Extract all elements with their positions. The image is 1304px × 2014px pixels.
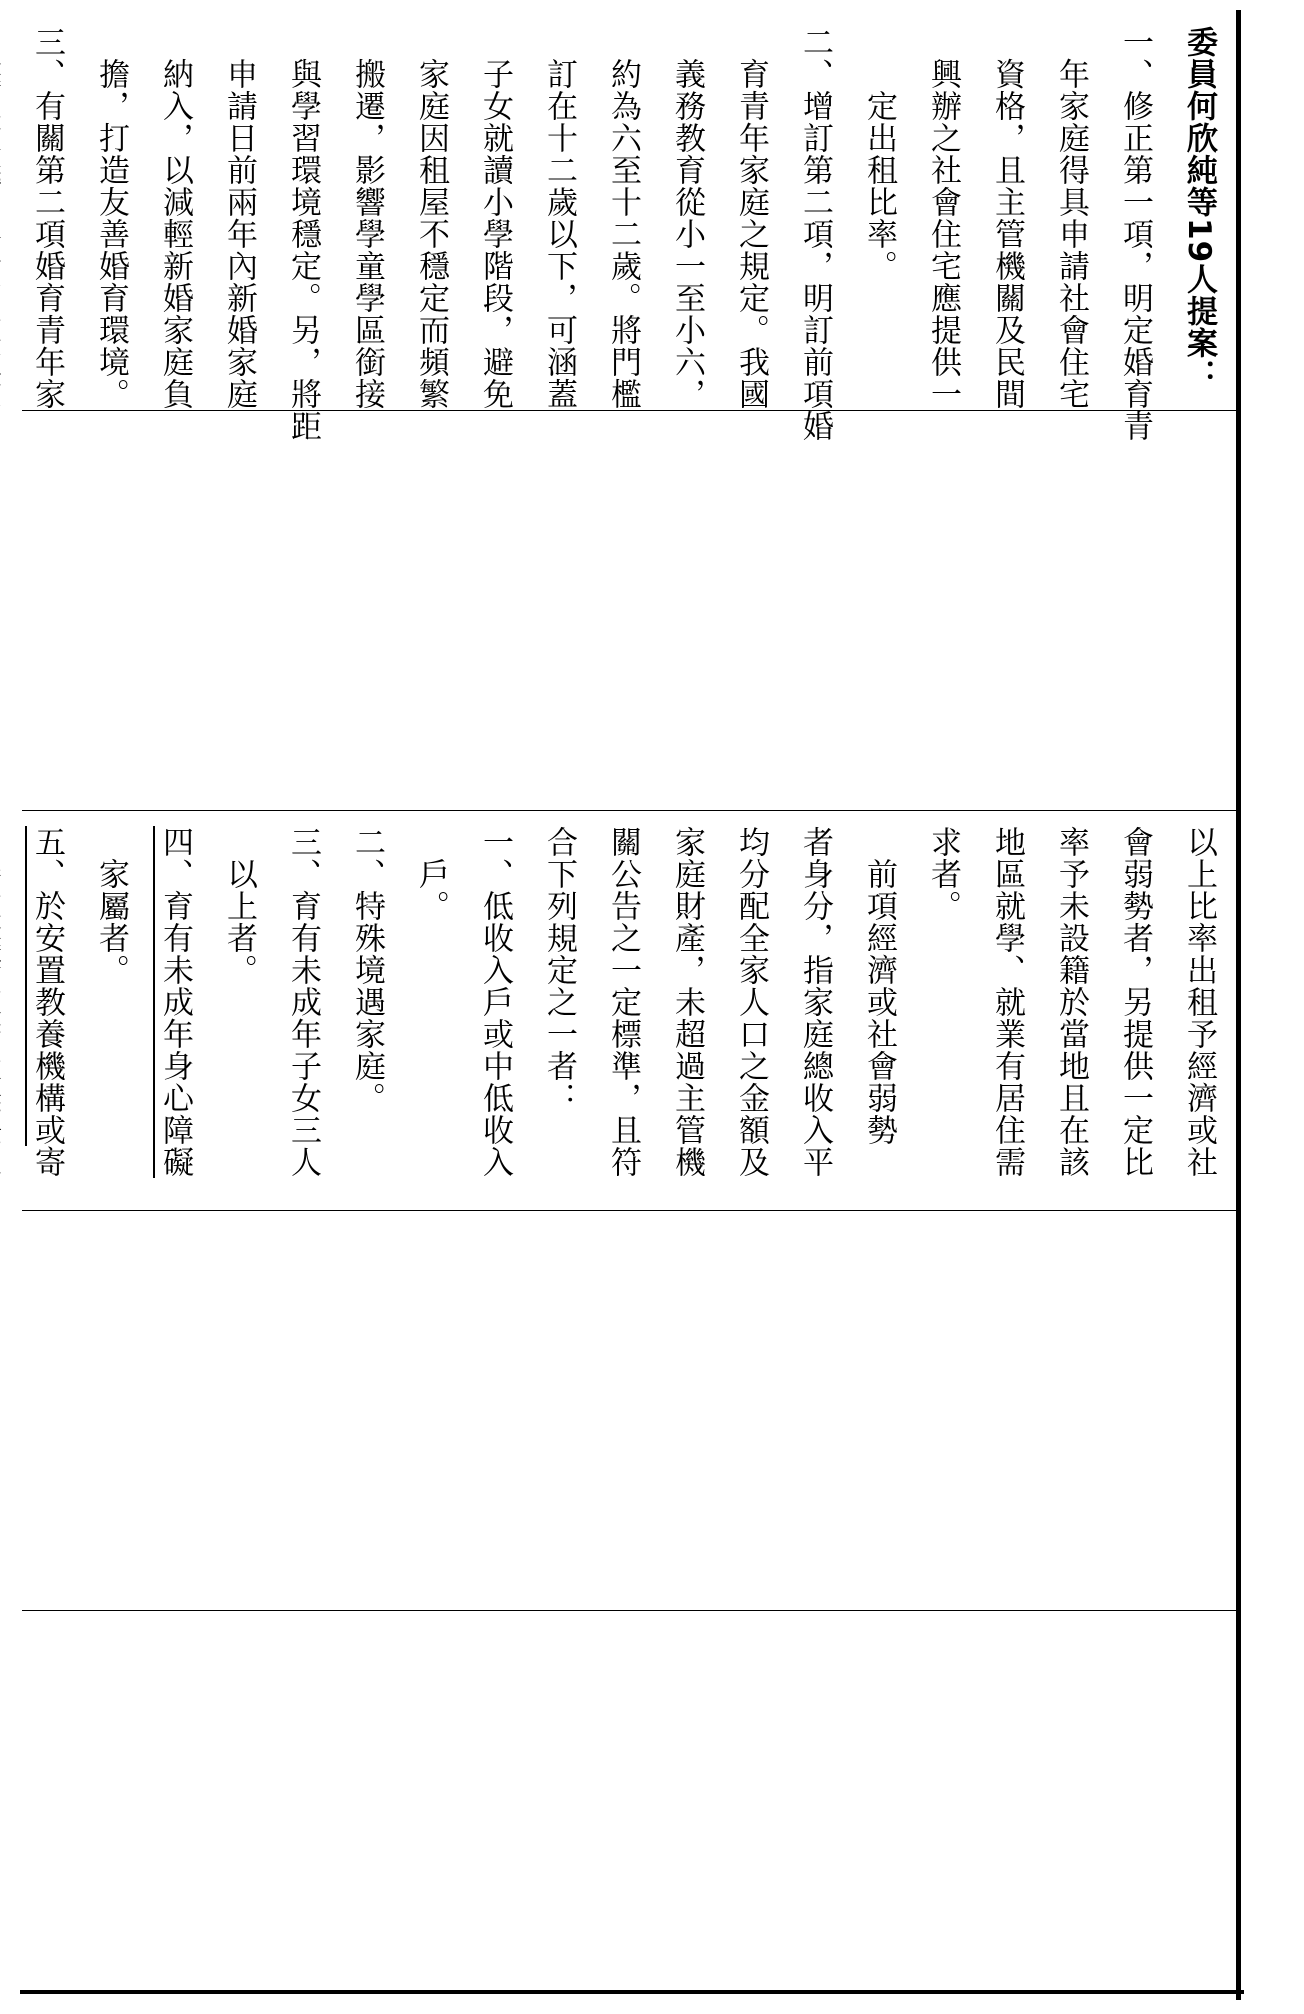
text-column: 家屬者。 xyxy=(93,858,129,986)
text-column: 會弱勢者，另提供一定比 xyxy=(1117,826,1153,1178)
text-column: 興辦之社會住宅應提供一 xyxy=(925,58,961,410)
proposal-title: 委員何欣純等19人提案： xyxy=(1181,26,1217,392)
article-columns xyxy=(0,826,1222,1218)
explanation-block xyxy=(24,10,1232,442)
text-column: 三、育有未成年子女三人 xyxy=(285,826,321,1178)
text-column: 家庭財產，未超過主管機 xyxy=(669,826,705,1178)
text-column: 一、低收入戶或中低收入 xyxy=(477,826,513,1178)
text-column xyxy=(0,26,6,418)
text-column: 地區就學、就業有居住需 xyxy=(989,826,1025,1178)
text-column: 求者。 xyxy=(925,826,961,922)
text-column: 二、特殊境遇家庭。 xyxy=(349,826,385,1114)
divider-line xyxy=(22,1610,1236,1611)
text-column: 前項經濟或社會弱勢 xyxy=(861,858,897,1146)
text-column: 擔，打造友善婚育環境。 xyxy=(93,58,129,410)
text-column: 子女就讀小學階段，避免 xyxy=(477,58,513,410)
text-column: 四、育有未成年身心障礙 xyxy=(157,826,193,1178)
text-column: 均分配全家人口之金額及 xyxy=(733,826,769,1178)
article-text-block xyxy=(24,810,1232,1202)
text-column: 與學習環境穩定。另，將距 xyxy=(285,58,321,442)
bottom-rule xyxy=(20,1990,1244,1994)
text-column: 年家庭得具申請社會住宅 xyxy=(1053,58,1089,410)
text-column: 家庭因租屋不穩定而頻繁 xyxy=(413,58,449,410)
text-column: 納入，以減輕新婚家庭負 xyxy=(157,58,193,410)
text-column: 關公告之一定標準，且符 xyxy=(605,826,641,1178)
text-column: 率予未設籍於當地且在該 xyxy=(1053,826,1089,1178)
text-column: 訂在十二歲以下，可涵蓋 xyxy=(541,58,577,410)
text-column: 申請日前兩年內新婚家庭 xyxy=(221,58,257,410)
text-column: 資格，且主管機關及民間 xyxy=(989,58,1025,410)
text-column: 定出租比率。 xyxy=(861,90,897,282)
text-column: 者身分，指家庭總收入平 xyxy=(797,826,833,1178)
text-column: 戶。 xyxy=(413,858,449,922)
text-column: 約為六至十二歲。將門檻 xyxy=(605,58,641,410)
text-column: 育青年家庭之規定。我國 xyxy=(733,58,769,410)
text-column: 五、於安置教養機構或寄 xyxy=(29,826,65,1178)
text-column: 搬遷，影響學童學區銜接 xyxy=(349,58,385,410)
top-rule xyxy=(1236,10,1241,2000)
text-column: 二、增訂第二項，明訂前項婚 xyxy=(797,26,833,442)
text-column xyxy=(0,826,6,1218)
text-column: 義務教育從小一至小六， xyxy=(669,58,705,410)
text-column: 以上者。 xyxy=(221,858,257,986)
text-column: 以上比率出租予經濟或社 xyxy=(1181,826,1217,1178)
text-column: 合下列規定之一者： xyxy=(541,826,577,1114)
explanation-columns xyxy=(0,26,1222,442)
text-column: 一、修正第一項，明定婚育青 xyxy=(1117,26,1153,442)
text-column: 三、有關第二項婚育青年家 xyxy=(29,26,65,410)
